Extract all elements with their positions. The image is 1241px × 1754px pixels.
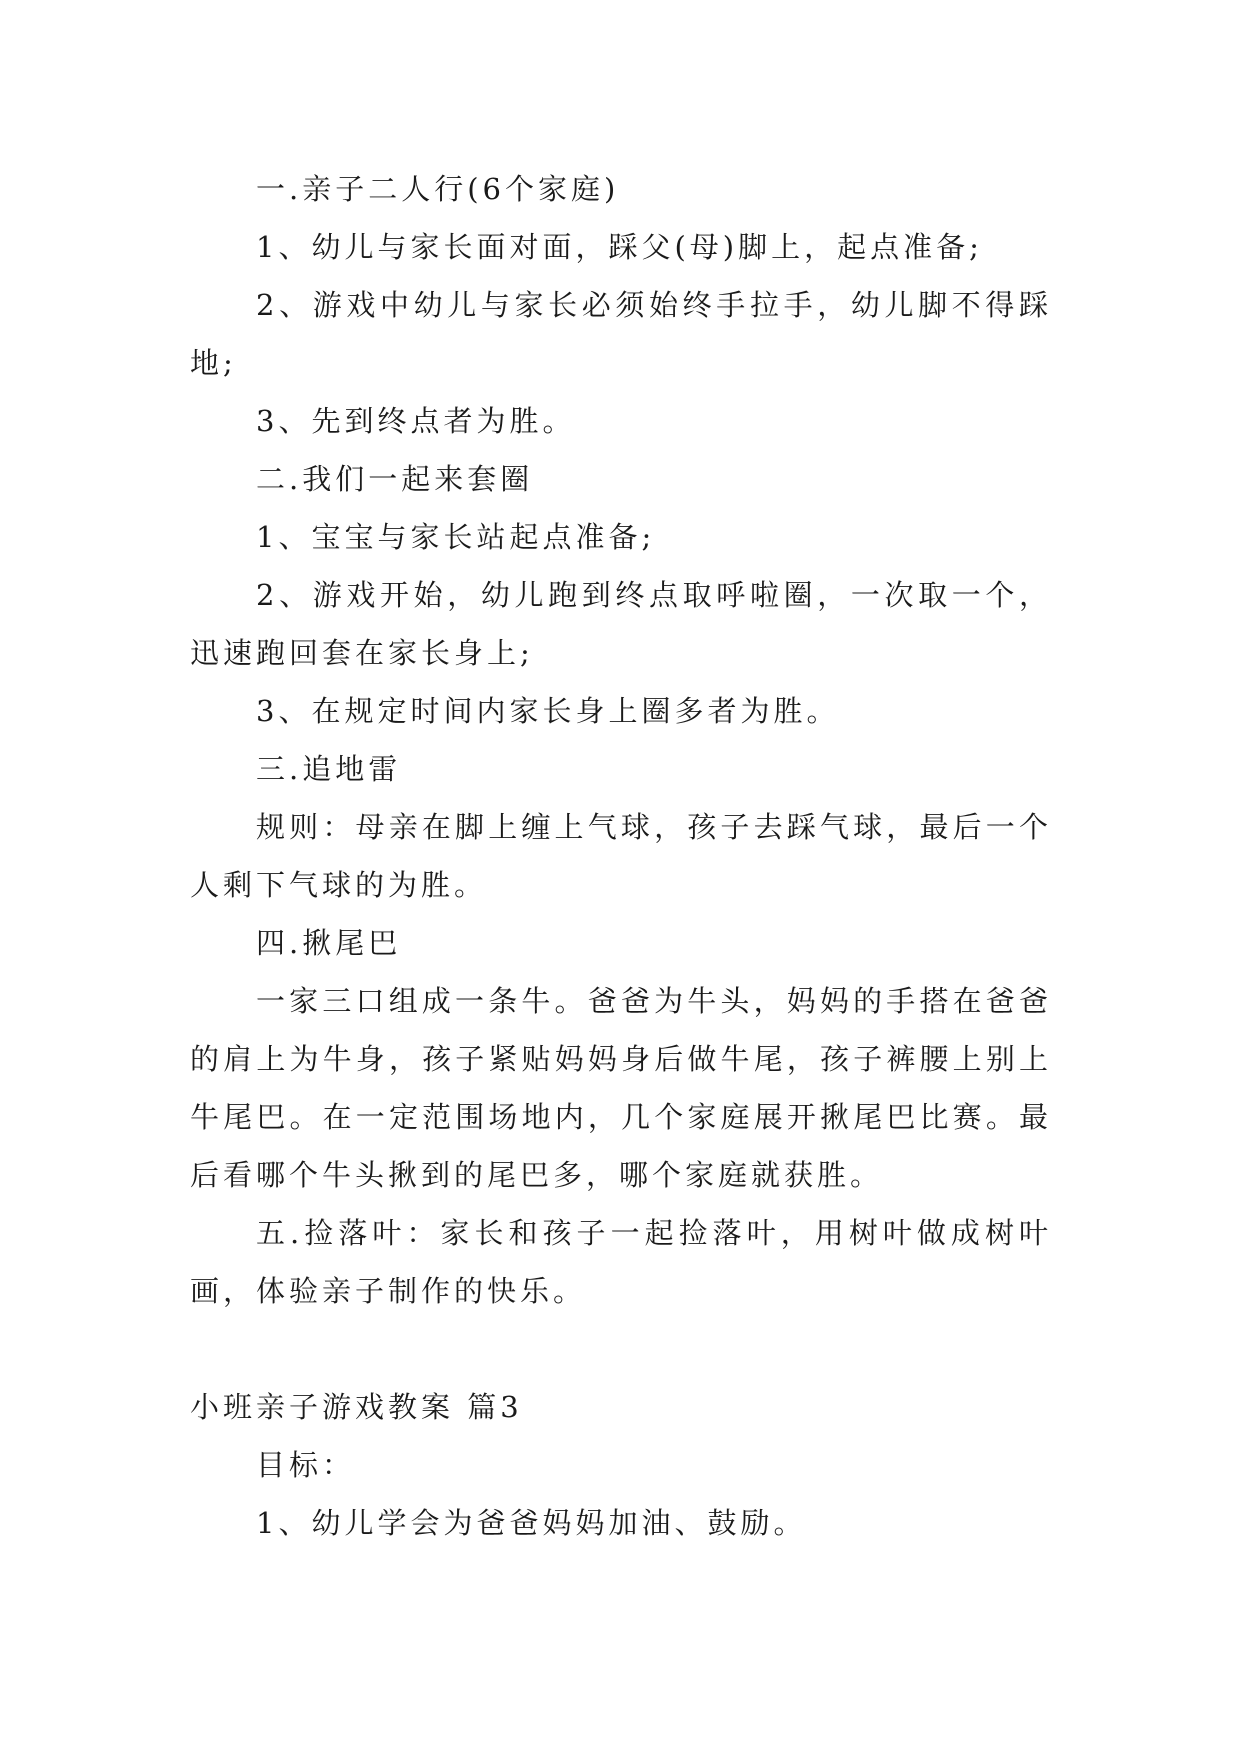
- paragraph-game2-rule1: 1、宝宝与家长站起点准备;: [256, 520, 656, 554]
- document-body: [190, 160, 1052, 1552]
- paragraph-game1-rule2: 2、游戏中幼儿与家长必须始终手拉手，幼儿脚不得踩地;: [190, 288, 1052, 380]
- paragraph-game3-rules: 规则：母亲在脚上缠上气球，孩子去踩气球，最后一个人剩下气球的为胜。: [190, 810, 1052, 902]
- section-heading: 小班亲子游戏教案 篇3: [190, 1390, 523, 1424]
- paragraph-game1-rule1: 1、幼儿与家长面对面，踩父(母)脚上，起点准备;: [256, 230, 983, 264]
- paragraph-game2-rule2: 2、游戏开始，幼儿跑到终点取呼啦圈，一次取一个，迅速跑回套在家长身上;: [190, 578, 1052, 670]
- paragraph-goal1: 1、幼儿学会为爸爸妈妈加油、鼓励。: [256, 1506, 807, 1540]
- paragraph-game1-title: 一.亲子二人行(6个家庭): [256, 172, 620, 206]
- paragraph-game1-rule3: 3、先到终点者为胜。: [256, 404, 576, 438]
- paragraph-game3-title: 三.追地雷: [256, 752, 402, 786]
- paragraph-goals-label: 目标：: [256, 1448, 356, 1482]
- paragraph-game5: 五.捡落叶：家长和孩子一起捡落叶，用树叶做成树叶画，体验亲子制作的快乐。: [190, 1216, 1052, 1308]
- paragraph-game2-title: 二.我们一起来套圈: [256, 462, 534, 496]
- paragraph-game2-rule3: 3、在规定时间内家长身上圈多者为胜。: [256, 694, 840, 728]
- paragraph-game4-rules: 一家三口组成一条牛。爸爸为牛头，妈妈的手搭在爸爸的肩上为牛身，孩子紧贴妈妈身后做牛尾，孩子裤腰上别上牛尾巴。在一定范围场地内，几个家庭展开揪尾巴比赛。最后看哪个牛头揪到的尾巴多，哪个家庭就获胜。: [190, 984, 1052, 1192]
- paragraph-game4-title: 四.揪尾巴: [256, 926, 402, 960]
